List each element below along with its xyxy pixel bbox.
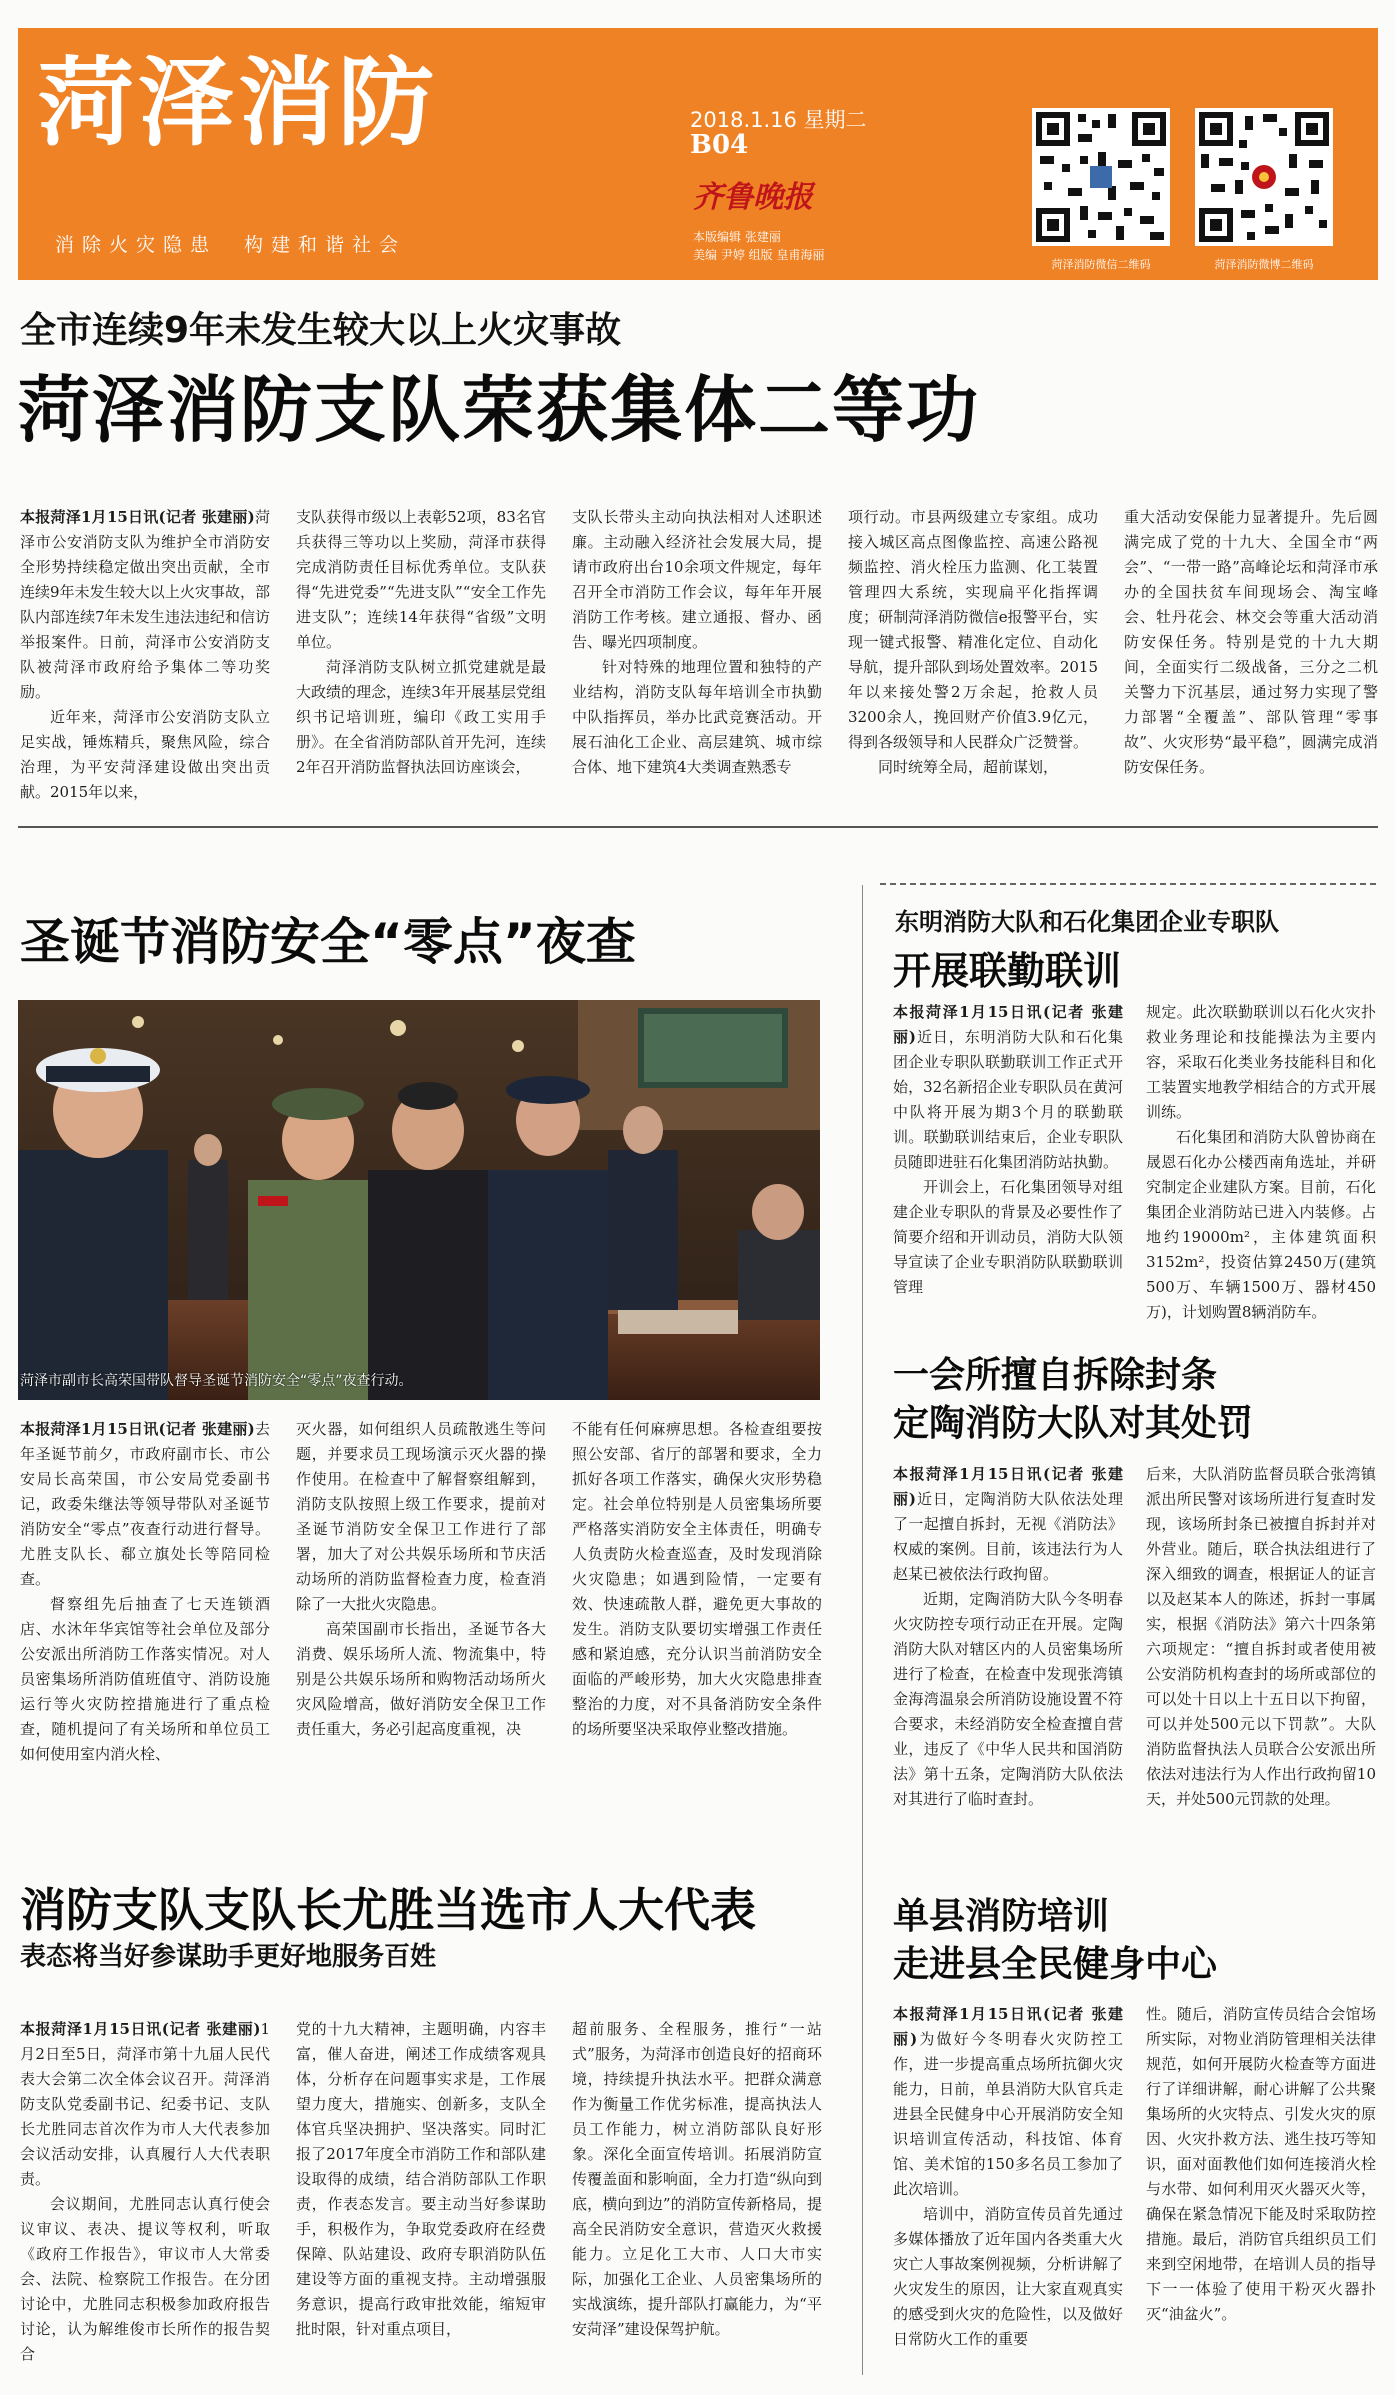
article5-col2-text: 后来，大队消防监督员联合张湾镇派出所民警对该场所进行复查时发现，该场所封条已被擅自拆封并对外营业。随后，联合执法组进行了深入细致的调查，根据证人的证言以及赵某本人的陈述，拆封一事属实，根据《消防法》第六十四条第六项规定：“擅自拆封或者使用被公安消防机构查封的场所或部位的可以处十日以上十五日以下拘留，可以并处500元以下罚款”。大队消防监督执法人员联合公安派出所依法对违法行为人作出行政拘留10天，并处500元罚款的处理。 xyxy=(1146,1465,1376,1808)
weibo-qr-code xyxy=(1195,108,1333,246)
article1-col5-text: 重大活动安保能力显著提升。先后圆满完成了党的十九大、全国全市“两会”、“一带一路”高峰论坛和菏泽市承办的全国扶贫车间现场会、淘宝峰会、牡丹花会、林交会等重大活动消防安保任务。特别是党的十九大期间，全面实行二级战备，三分之二机关警力下沉基层，通过努力实现了警力部署“全覆盖”、部队管理“零事故”、火灾形势“最平稳”，圆满完成消防安保任务。 xyxy=(1124,508,1378,776)
article2-col1-text2: 督察组先后抽查了七天连锁酒店、水沐年华宾馆等社会单位及部分公安派出所消防工作落实情况。对人员密集场所消防值班值守、消防设施运行等火灾防控措施进行了重点检查，随机提问了有关场所和单位员工如何使用室内消火栓、 xyxy=(20,1595,270,1763)
article4-col2-text: 规定。此次联勤联训以石化火灾扑救业务理论和技能操法为主要内容，采取石化类业务技能科目和化工装置实地教学相结合的方式开展训练。 xyxy=(1146,1003,1376,1121)
article5-column-1 xyxy=(893,1462,1123,1867)
article1-col3-text: 支队长带头主动向执法相对人述职述廉。主动融入经济社会发展大局，提请市政府出台10余项文件规定，每年召开全市消防工作会议，每年年开展消防工作考核。建立通报、督办、函告、曝光四项制度。 xyxy=(572,508,822,651)
article1-column-5 xyxy=(1124,505,1378,815)
article1-dateline: 本报菏泽1月15日讯(记者 张建丽) xyxy=(20,508,255,526)
article1-column-2 xyxy=(296,505,546,815)
article1-column-3 xyxy=(572,505,822,815)
article1-column-4 xyxy=(848,505,1098,815)
article2-column-3 xyxy=(572,1417,822,1802)
article3-col1-text: 1月2日至5日，菏泽市第十九届人民代表大会第二次全体会议召开。菏泽消防支队党委副书记、纪委书记、支队长尤胜同志首次作为市人大代表参加会议活动安排，认真履行人大代表职责。 xyxy=(20,2020,270,2188)
page-number: B04 xyxy=(690,130,749,160)
article4-column-1 xyxy=(893,1000,1123,1330)
section-divider xyxy=(18,826,1378,828)
wechat-qr-code xyxy=(1032,108,1170,246)
article5-title-line2: 定陶消防大队对其处罚 xyxy=(893,1403,1254,1444)
article1-col2-text: 支队获得市级以上表彰52项，83名官兵获得三等功以上奖励，菏泽市获得完成消防责任目标优秀单位。支队获得“先进党委”“先进支队”“安全工作先进支队”；连续14年获得“省级”文明单位。 xyxy=(296,508,546,651)
wechat-qr-caption: 菏泽消防微信二维码 xyxy=(1051,258,1151,271)
masthead-title: 菏泽消防 xyxy=(38,47,438,159)
article5-title-line1: 一会所擅自拆除封条 xyxy=(893,1355,1218,1396)
article5-column-2 xyxy=(1146,1462,1376,1867)
article6-col1-text2: 培训中，消防宣传员首先通过多媒体播放了近年国内各类重大火灾亡人事故案例视频，分析讲解了火灾发生的原因，让大家直观真实的感受到火灾的危险性，以及做好日常防火工作的重要 xyxy=(893,2205,1123,2348)
masthead-slogan: 消除火灾隐患 构建和谐社会 xyxy=(55,234,407,256)
article4-top-rule xyxy=(880,883,1376,885)
article1-col3-text2: 针对特殊的地理位置和独特的产业结构，消防支队每年培训全市执勤中队指挥员，举办比武竞赛活动。开展石油化工企业、高层建筑、城市综合体、地下建筑4大类调查熟悉专 xyxy=(572,658,822,776)
photo-caption: 菏泽市副市长高荣国带队督导圣诞节消防安全“零点”夜查行动。 xyxy=(20,1373,413,1389)
night-inspection-photo xyxy=(18,1000,820,1400)
paper-name-logo: 齐鲁晚报 xyxy=(693,180,813,215)
article3-column-2 xyxy=(296,2017,546,2377)
article6-column-1 xyxy=(893,2002,1123,2377)
article6-title-line2: 走进县全民健身中心 xyxy=(893,1944,1218,1985)
article3-title: 消防支队支队长尤胜当选市人大代表 xyxy=(20,1883,756,1937)
article2-col3-text: 不能有任何麻痹思想。各检查组要按照公安部、省厅的部署和要求，全力抓好各项工作落实，确保火灾形势稳定。社会单位特别是人员密集场所要严格落实消防安全主体责任，明确专人负责防火检查巡查，及时发现消除火灾隐患；如遇到险情，一定要有效、快速疏散人群，避免更大事故的发生。消防支队要切实增强工作责任感和紧迫感，充分认识当前消防安全面临的严峻形势，加大火灾隐患排查整治的力度，对不具备消防安全条件的场所要坚决采取停业整改措施。 xyxy=(572,1420,822,1738)
article5-col1-text: 近日，定陶消防大队依法处理了一起擅自拆封，无视《消防法》权威的案例。目前，该违法行为人赵某已被依法行政拘留。 xyxy=(893,1490,1123,1583)
article2-col2-text2: 高荣国副市长指出，圣诞节各大消费、娱乐场所人流、物流集中，特别是公共娱乐场所和购物活动场所火灾风险增高，做好消防安全保卫工作责任重大，务必引起高度重视，决 xyxy=(296,1620,546,1738)
issue-date: 2018.1.16 星期二 xyxy=(690,108,867,132)
article1-col1-text: 菏泽市公安消防支队为维护全市消防安全形势持续稳定做出突出贡献，全市连续9年未发生较大以上火灾事故，部队内部连续7年未发生违法违纪和信访举报案件。日前，菏泽市公安消防支队被菏泽市政府给予集体二等功奖励。 xyxy=(20,508,270,701)
article4-col1-text: 近日，东明消防大队和石化集团企业专职队联勤联训工作正式开始，32名新招企业专职队员在黄河中队将开展为期3个月的联勤联训。联勤联训结束后，企业专职队员随即进驻石化集团消防站执勤。 xyxy=(893,1028,1123,1171)
column-divider xyxy=(862,885,863,2375)
article6-col2-text: 性。随后，消防宣传员结合会馆场所实际，对物业消防管理相关法律规范，如何开展防火检查等方面进行了详细讲解，耐心讲解了公共聚集场所的火灾特点、引发火灾的原因、火灾扑救方法、逃生技巧等知识，面对面教他们如何连接消火栓与水带、如何利用灭火器灭火等，确保在紧急情况下能及时采取防控措施。最后，消防官兵组织员工们来到空闲地带，在培训人员的指导下一一体验了使用干粉灭火器扑灭“油盆火”。 xyxy=(1146,2005,1376,2323)
article6-title-line1: 单县消防培训 xyxy=(893,1896,1110,1937)
article4-col1-text2: 开训会上，石化集团领导对组建企业专职队的背景及必要性作了简要介绍和开训动员，消防大队领导宣读了企业专职消防队联勤联训管理 xyxy=(893,1178,1123,1296)
article3-column-1 xyxy=(20,2017,270,2377)
article1-col4-text: 项行动。市县两级建立专家组。成功接入城区高点图像监控、高速公路视频监控、消火栓压力监测、化工装置管理四大系统，实现扁平化指挥调度；研制菏泽消防微信e报警平台，实现一键式报警、精准化定位、自动化导航，提升部队到场处置效率。2015年以来接处警2万余起，抢救人员3200余人，挽回财产价值3.9亿元，得到各级领导和人民群众广泛赞誉。 xyxy=(848,508,1098,751)
article1-title: 菏泽消防支队荣获集体二等功 xyxy=(18,368,981,452)
article5-dateline: 本报菏泽1月15日讯(记者 张建丽) xyxy=(893,1465,1123,1508)
weibo-qr-caption: 菏泽消防微博二维码 xyxy=(1214,258,1314,271)
article1-subtitle: 全市连续9年未发生较大以上火灾事故 xyxy=(20,310,622,351)
article4-column-2 xyxy=(1146,1000,1376,1330)
article2-dateline: 本报菏泽1月15日讯(记者 张建丽) xyxy=(20,1420,255,1438)
article4-title: 开展联勤联训 xyxy=(893,949,1122,993)
article6-col1-text: 为做好今冬明春火灾防控工作，进一步提高重点场所抗御火灾能力，日前，单县消防大队官兵走进县全民健身中心开展消防安全知识培训宣传活动，科技馆、体育馆、美术馆的150多名员工参加了此次培训。 xyxy=(893,2030,1123,2198)
article4-subtitle: 东明消防大队和石化集团企业专职队 xyxy=(895,908,1279,936)
article3-subtitle: 表态将当好参谋助手更好地服务百姓 xyxy=(20,1942,437,1972)
article6-column-2 xyxy=(1146,2002,1376,2377)
design-credit: 美编 尹婷 组版 皇甫海丽 xyxy=(693,248,825,262)
editor-credit: 本版编辑 张建丽 xyxy=(693,230,781,244)
article3-dateline: 本报菏泽1月15日讯(记者 张建丽) xyxy=(20,2020,261,2038)
article3-col1-text2: 会议期间，尤胜同志认真行使会议审议、表决、提议等权利，听取《政府工作报告》，审议市人大常委会、法院、检察院工作报告。在分团讨论中，尤胜同志积极参加政府报告讨论，认为解维俊市长所作的报告契合 xyxy=(20,2195,270,2363)
article1-col2-text2: 菏泽消防支队树立抓党建就是最大政绩的理念，连续3年开展基层党组织书记培训班，编印《政工实用手册》。在全省消防部队首开先河，连续2年召开消防监督执法回访座谈会， xyxy=(296,658,546,776)
article2-col2-text: 灭火器，如何组织人员疏散逃生等问题，并要求员工现场演示灭火器的操作使用。在检查中了解督察组解到，消防支队按照上级工作要求，提前对圣诞节消防安全保卫工作进行了部署，加大了对公共娱乐场所和节庆活动场所的消防监督检查力度，检查消除了一大批火灾隐患。 xyxy=(296,1420,546,1613)
article1-col1-text2: 近年来，菏泽市公安消防支队立足实战，锤炼精兵，聚焦风险，综合治理，为平安菏泽建设做出突出贡献。2015年以来， xyxy=(20,708,270,801)
article1-col4-text2: 同时统筹全局，超前谋划， xyxy=(878,758,1059,776)
article6-dateline: 本报菏泽1月15日讯(记者 张建丽) xyxy=(893,2005,1123,2048)
article2-column-1 xyxy=(20,1417,270,1802)
article2-col1-text: 去年圣诞节前夕，市政府副市长、市公安局长高荣国，市公安局党委副书记，政委朱继法等领导带队对圣诞节消防安全“零点”夜查行动进行督导。尤胜支队长、郗立旗处长等陪同检查。 xyxy=(20,1420,270,1588)
article4-col2-text2: 石化集团和消防大队曾协商在晟恩石化办公楼西南角选址，并研究制定企业建队方案。目前，石化集团企业消防站已进入内装修。占地约19000m²，主体建筑面积3152m²，投资估算2450万(建筑500万、车辆1500万、器材450万)，计划购置8辆消防车。 xyxy=(1146,1128,1376,1321)
article1-column-1 xyxy=(20,505,270,815)
article5-col1-text2: 近期，定陶消防大队今冬明春火灾防控专项行动正在开展。定陶消防大队对辖区内的人员密集场所进行了检查，在检查中发现张湾镇金海湾温泉会所消防设施设置不符合要求，未经消防安全检查擅自营业，违反了《中华人民共和国消防法》第十五条，定陶消防大队依法对其进行了临时查封。 xyxy=(893,1590,1123,1808)
article3-column-3 xyxy=(572,2017,822,2377)
article3-col2-text: 党的十九大精神，主题明确，内容丰富，催人奋进，阐述工作成绩客观具体，分析存在问题事实求是，工作展望力度大，措施实、创新多，支队全体官兵坚决拥护、坚决落实。同时汇报了2017年度全市消防工作和部队建设取得的成绩，结合消防部队工作职责，作表态发言。要主动当好参谋助手，积极作为，争取党委政府在经费保障、队站建设、政府专职消防队伍建设等方面的重视支持。主动增强服务意识，提高行政审批效能，缩短审批时限，针对重点项目， xyxy=(296,2020,546,2338)
article2-column-2 xyxy=(296,1417,546,1802)
article3-col3-text: 超前服务、全程服务，推行“一站式”服务，为菏泽市创造良好的招商环境，持续提升执法水平。把群众满意作为衡量工作优劣标准，提高执法人员工作能力，树立消防部队良好形象。深化全面宣传培训。拓展消防宣传覆盖面和影响面，全力打造“纵向到底，横向到边”的消防宣传新格局，提高全民消防安全意识，营造灭火救援能力。立足化工大市、人口大市实际，加强化工企业、人员密集场所的实战演练，提升部队打赢能力，为“平安菏泽”建设保驾护航。 xyxy=(572,2020,822,2338)
article2-title: 圣诞节消防安全“零点”夜查 xyxy=(20,913,636,971)
article4-dateline: 本报菏泽1月15日讯(记者 张建丽) xyxy=(893,1003,1123,1046)
